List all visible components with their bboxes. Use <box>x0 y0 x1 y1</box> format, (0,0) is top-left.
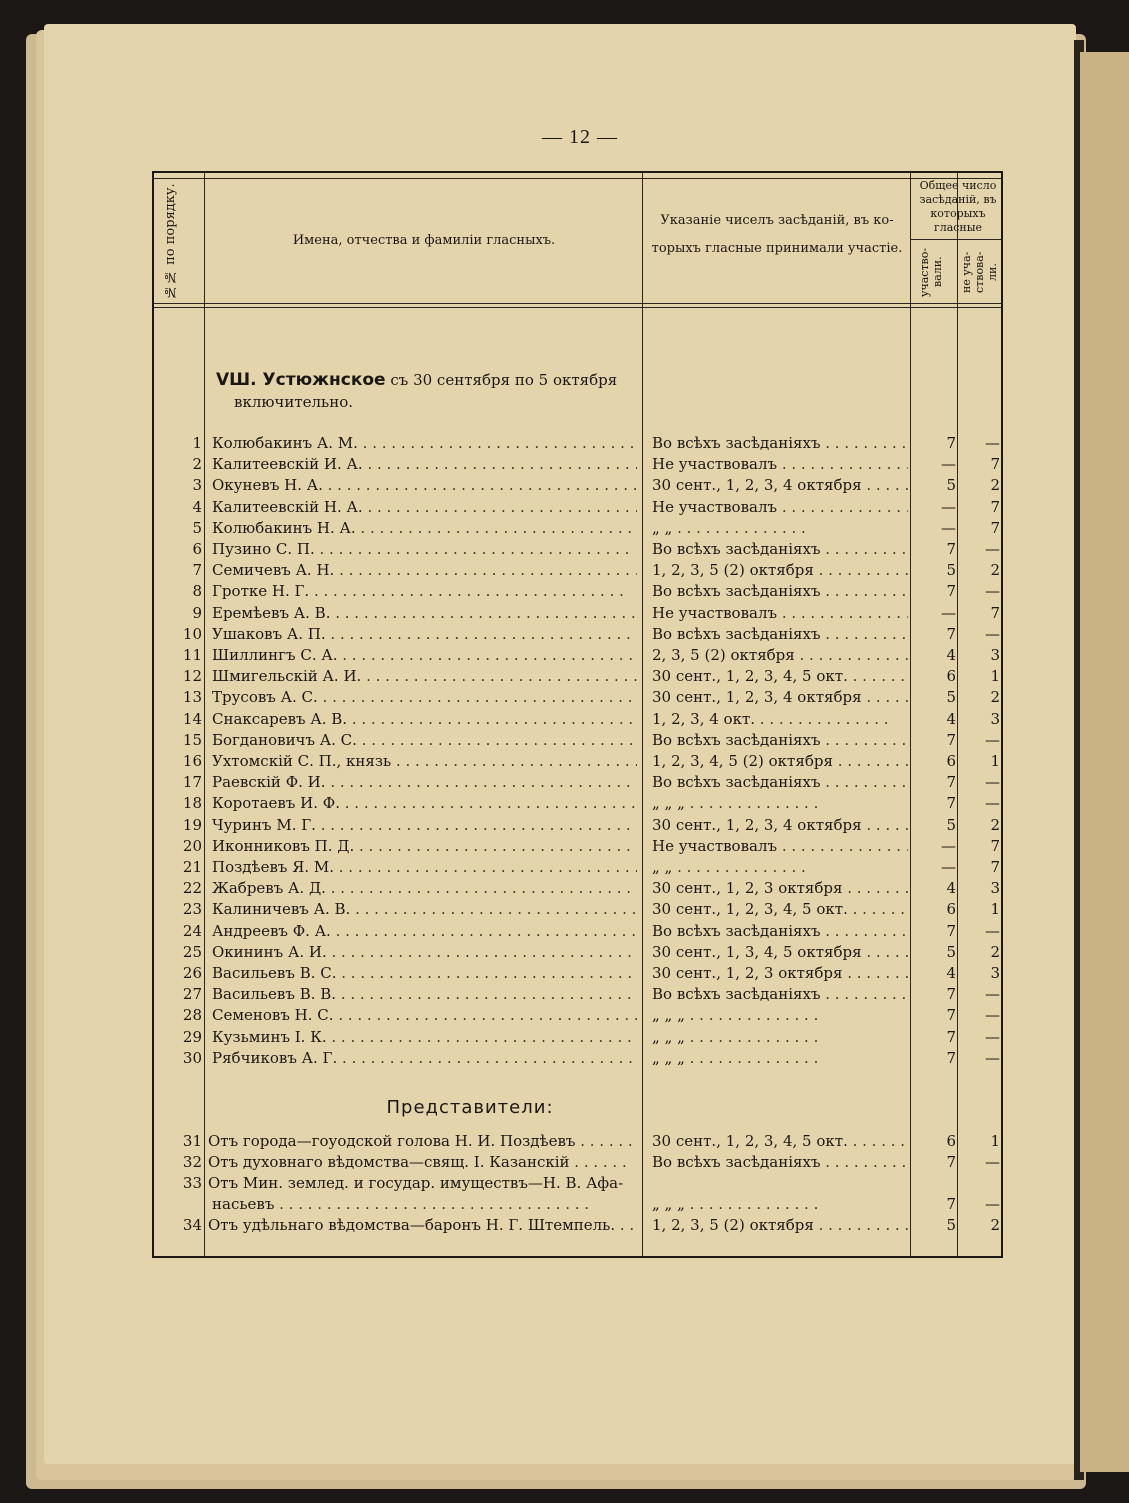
participated-count: — <box>941 518 956 537</box>
table-row <box>154 1005 1005 1026</box>
row-number: 31 <box>182 1132 202 1150</box>
attendance-dates: „ „ . . . <box>652 857 908 878</box>
row-number: 18 <box>182 794 202 813</box>
participated-count: 5 <box>946 942 956 961</box>
header-dates: Указаніе чиселъ засѣданій, въ ко- торыхъ гласные принимали участіе. <box>651 213 903 256</box>
table-row <box>154 1215 1005 1236</box>
member-name: Иконниковъ П. Д. . . . <box>212 836 637 857</box>
not-participated-count: — <box>985 1006 1000 1025</box>
attendance-dates: Во всѣхъ засѣданіяхъ . . . <box>652 539 908 560</box>
table-row <box>154 687 1005 708</box>
member-name: Андреевъ Ф. А. . . . <box>212 921 637 942</box>
participated-count: 5 <box>946 476 956 495</box>
not-participated-count: 1 <box>990 667 1000 686</box>
row-number: 22 <box>182 879 202 898</box>
attendance-dates: Во всѣхъ засѣданіяхъ . . . <box>652 1152 908 1173</box>
attendance-dates: 30 сент., 1, 2, 3 октября . . . <box>652 878 908 899</box>
attendance-dates: „ „ „ . . . <box>652 1005 908 1026</box>
participated-count: 5 <box>946 1216 956 1234</box>
member-name: Васильевъ В. С. . . . <box>212 963 637 984</box>
row-number: 11 <box>182 646 202 664</box>
not-participated-count: — <box>985 1027 1000 1046</box>
row-number: 12 <box>182 667 202 686</box>
member-name: Отъ города—гоуодской голова Н. И. Поздѣевъ . . . <box>208 1131 633 1152</box>
member-name: Отъ Мин. землед. и государ. имуществъ—Н. В. Афа- <box>208 1174 624 1192</box>
participated-count: 7 <box>946 794 956 813</box>
participated-count: 7 <box>946 1195 956 1213</box>
participated-count: 7 <box>946 624 956 643</box>
table-row <box>154 666 1005 687</box>
page-number: — 12 — <box>542 126 618 148</box>
not-participated-count: 7 <box>990 497 1000 516</box>
not-participated-count: 7 <box>990 858 1000 876</box>
member-name: Окининъ А. И. . . . <box>212 942 637 963</box>
table-row <box>154 518 1005 539</box>
member-name: Поздѣевъ Я. М. . . . <box>212 857 637 878</box>
participated-count: 5 <box>946 815 956 834</box>
not-participated-count: 2 <box>990 942 1000 961</box>
not-participated-count: 1 <box>990 1132 1000 1150</box>
row-number: 4 <box>192 497 202 516</box>
attendance-dates: „ „ „ . . . <box>652 1027 908 1048</box>
participated-count: 5 <box>946 688 956 707</box>
member-name: Пузино С. П. . . . <box>212 539 637 560</box>
table-row <box>154 709 1005 730</box>
member-name: Богдановичъ А. С. . . . <box>212 730 637 751</box>
not-participated-count: 3 <box>990 646 1000 664</box>
attendance-dates: „ „ „ . . . <box>652 1048 908 1069</box>
not-participated-count: — <box>985 540 1000 558</box>
member-name: Семеновъ Н. С. . . . <box>212 1005 637 1026</box>
not-participated-count: 2 <box>990 476 1000 495</box>
table-row <box>154 793 1005 814</box>
row-number: 8 <box>192 582 202 601</box>
row-number: 23 <box>182 900 202 919</box>
member-name: Калиничевъ А. В. . . . <box>212 899 637 920</box>
row-number: 17 <box>182 773 202 792</box>
table-row <box>154 539 1005 560</box>
row-number: 21 <box>182 858 202 876</box>
participated-count: 7 <box>946 985 956 1004</box>
attendance-dates: 1, 2, 3, 4, 5 (2) октября . . . <box>652 751 908 772</box>
row-number: 27 <box>182 985 202 1004</box>
not-participated-count: 1 <box>990 900 1000 919</box>
participated-count: 4 <box>946 709 956 728</box>
attendance-dates: 30 сент., 1, 2, 3, 4 октября . . . <box>652 475 908 496</box>
member-name: Гротке Н. Г. . . . <box>212 581 637 602</box>
member-name: Отъ удѣльнаго вѣдомства—баронъ Н. Г. Штемпель. . . . <box>208 1215 633 1236</box>
table-row <box>154 1048 1005 1069</box>
not-participated-count: — <box>985 794 1000 813</box>
participated-count: 7 <box>946 730 956 749</box>
table-row <box>154 942 1005 963</box>
row-number: 6 <box>192 540 202 558</box>
not-participated-count: — <box>985 985 1000 1004</box>
table-row <box>154 836 1005 857</box>
not-participated-count: 3 <box>990 879 1000 898</box>
not-participated-count: — <box>985 730 1000 749</box>
row-number: 3 <box>192 476 202 495</box>
participated-count: 7 <box>946 921 956 940</box>
participated-count: 7 <box>946 540 956 558</box>
table-row <box>154 772 1005 793</box>
table-row <box>154 815 1005 836</box>
table-row <box>154 963 1005 984</box>
attendance-dates: Не участвовалъ . . . <box>652 454 908 475</box>
member-name: Чуринъ М. Г. . . . <box>212 815 637 836</box>
row-number: 29 <box>182 1027 202 1046</box>
member-name: Рябчиковъ А. Г. . . . <box>212 1048 637 1069</box>
table-row <box>154 899 1005 920</box>
table-row <box>154 921 1005 942</box>
row-number: 15 <box>182 730 202 749</box>
not-participated-count: 7 <box>990 603 1000 622</box>
not-participated-count: — <box>985 624 1000 643</box>
header-not-participated: не уча-ствова-ли. <box>960 251 999 293</box>
participated-count: — <box>941 497 956 516</box>
table-row <box>154 1131 1005 1152</box>
row-number: 1 <box>192 434 202 452</box>
participated-count: 7 <box>946 434 956 452</box>
section-title: VШ. Устюжнское съ 30 сентября по 5 октября включительно. <box>216 370 618 411</box>
table-row <box>154 603 1005 624</box>
row-number: 28 <box>182 1006 202 1025</box>
row-number: 34 <box>182 1216 202 1234</box>
row-number: 26 <box>182 964 202 982</box>
attendance-dates: Во всѣхъ засѣданіяхъ . . . <box>652 730 908 751</box>
table-row <box>154 497 1005 518</box>
member-name: Кузьминъ І. К. . . . <box>212 1027 637 1048</box>
member-name: Жабревъ А. Д. . . . <box>212 878 637 899</box>
not-participated-count: 7 <box>990 836 1000 855</box>
header-names: Имена, отчества и фамиліи гласныхъ. <box>292 233 556 248</box>
participated-count: 4 <box>946 964 956 982</box>
attendance-dates: „ „ „ . . . <box>652 1194 908 1215</box>
row-number: 30 <box>182 1048 202 1067</box>
member-name: Снаксаревъ А. В. . . . <box>212 709 637 730</box>
attendance-dates: Во всѣхъ засѣданіяхъ . . . <box>652 921 908 942</box>
attendance-dates: 30 сент., 1, 2, 3, 4 октября . . . <box>652 815 908 836</box>
table-row <box>154 751 1005 772</box>
row-number: 24 <box>182 921 202 940</box>
attendance-dates: 2, 3, 5 (2) октября . . . <box>652 645 908 666</box>
member-name: Раевскій Ф. И. . . . <box>212 772 637 793</box>
participated-count: — <box>941 603 956 622</box>
member-name: Отъ духовнаго вѣдомства—свящ. І. Казанскій . . . <box>208 1152 633 1173</box>
not-participated-count: — <box>985 921 1000 940</box>
row-number: 9 <box>192 603 202 622</box>
table-row <box>154 1027 1005 1048</box>
not-participated-count: 1 <box>990 752 1000 770</box>
attendance-dates: 1, 2, 3, 5 (2) октября . . . <box>652 560 908 581</box>
not-participated-count: — <box>985 773 1000 792</box>
attendance-dates: 30 сент., 1, 2, 3 октября . . . <box>652 963 908 984</box>
table-row <box>154 984 1005 1005</box>
header-number: №№ по порядку. <box>163 183 178 299</box>
table-row <box>154 475 1005 496</box>
participated-count: 6 <box>946 900 956 919</box>
participated-count: 4 <box>946 646 956 664</box>
row-number: 33 <box>182 1174 202 1192</box>
table-row <box>154 730 1005 751</box>
participated-count: 7 <box>946 1006 956 1025</box>
row-number: 20 <box>182 836 202 855</box>
not-participated-count: 7 <box>990 455 1000 474</box>
attendance-dates: „ „ . . . <box>652 518 908 539</box>
not-participated-count: 2 <box>990 815 1000 834</box>
participated-count: 6 <box>946 752 956 770</box>
participated-count: — <box>941 836 956 855</box>
row-number: 14 <box>182 709 202 728</box>
attendance-dates: „ „ „ . . . <box>652 793 908 814</box>
row-number: 10 <box>182 624 202 643</box>
attendance-dates: Во всѣхъ засѣданіяхъ . . . <box>652 984 908 1005</box>
not-participated-count: — <box>985 434 1000 452</box>
participated-count: 5 <box>946 561 956 580</box>
table-row <box>154 581 1005 602</box>
row-number: 32 <box>182 1153 202 1171</box>
member-name: Семичевъ А. Н. . . . <box>212 560 637 581</box>
participated-count: 6 <box>946 1132 956 1150</box>
row-number: 2 <box>192 455 202 474</box>
member-name: Калитеевскій Н. А. . . . <box>212 497 637 518</box>
attendance-dates: 1, 2, 3, 5 (2) октября . . . <box>652 1215 908 1236</box>
representatives-title: Представители: <box>386 1097 554 1118</box>
attendance-dates: 1, 2, 3, 4 окт. . . . <box>652 709 908 730</box>
member-name: Колюбакинъ А. М. . . . <box>212 433 637 454</box>
member-name: Трусовъ А. С. . . . <box>212 687 637 708</box>
attendance-dates: 30 сент., 1, 3, 4, 5 октября . . . <box>652 942 908 963</box>
member-name: Калитеевскій И. А. . . . <box>212 454 637 475</box>
attendance-dates: 30 сент., 1, 2, 3, 4, 5 окт. . . . <box>652 899 908 920</box>
table-row <box>154 878 1005 899</box>
table-row <box>154 645 1005 666</box>
member-name: Ухтомскій С. П., князь . . . <box>212 751 637 772</box>
member-name: насьевъ . . . <box>212 1194 637 1215</box>
participated-count: — <box>941 455 956 474</box>
table-row <box>154 1194 1005 1215</box>
table-row <box>154 1152 1005 1173</box>
table-row <box>154 560 1005 581</box>
attendance-dates: Не участвовалъ . . . <box>652 603 908 624</box>
member-name: Шиллингъ С. А. . . . <box>212 645 637 666</box>
table-row <box>154 857 1005 878</box>
attendance-table <box>152 171 1003 1258</box>
not-participated-count: 2 <box>990 1216 1000 1234</box>
participated-count: 7 <box>946 582 956 601</box>
not-participated-count: — <box>985 1048 1000 1067</box>
attendance-dates: Не участвовалъ . . . <box>652 836 908 857</box>
row-number: 25 <box>182 942 202 961</box>
participated-count: 6 <box>946 667 956 686</box>
table-row <box>154 454 1005 475</box>
row-number: 7 <box>192 561 202 580</box>
not-participated-count: 7 <box>990 518 1000 537</box>
member-name: Ушаковъ А. П. . . . <box>212 624 637 645</box>
attendance-dates: Во всѣхъ засѣданіяхъ . . . <box>652 624 908 645</box>
not-participated-count: — <box>985 1195 1000 1213</box>
not-participated-count: — <box>985 1153 1000 1171</box>
header-participated: участво-вали. <box>918 247 944 297</box>
attendance-dates: Во всѣхъ засѣданіяхъ . . . <box>652 433 908 454</box>
not-participated-count: 2 <box>990 688 1000 707</box>
not-participated-count: — <box>985 582 1000 601</box>
attendance-dates: Не участвовалъ . . . <box>652 497 908 518</box>
attendance-dates: 30 сент., 1, 2, 3, 4, 5 окт. . . . <box>652 666 908 687</box>
participated-count: — <box>941 858 956 876</box>
not-participated-count: 3 <box>990 964 1000 982</box>
table-row <box>154 433 1005 454</box>
member-name: Окуневъ Н. А. . . . <box>212 475 637 496</box>
member-name: Еремѣевъ А. В. . . . <box>212 603 637 624</box>
not-participated-count: 3 <box>990 709 1000 728</box>
member-name: Васильевъ В. В. . . . <box>212 984 637 1005</box>
row-number: 13 <box>182 688 202 707</box>
row-number: 5 <box>192 518 202 537</box>
participated-count: 7 <box>946 1153 956 1171</box>
attendance-dates: Во всѣхъ засѣданіяхъ . . . <box>652 581 908 602</box>
attendance-dates: 30 сент., 1, 2, 3, 4 октября . . . <box>652 687 908 708</box>
participated-count: 4 <box>946 879 956 898</box>
table-row <box>154 624 1005 645</box>
member-name: Шмигельскій А. И. . . . <box>212 666 637 687</box>
attendance-dates: 30 сент., 1, 2, 3, 4, 5 окт. . . . <box>652 1131 908 1152</box>
table-row <box>154 1173 1005 1194</box>
participated-count: 7 <box>946 1027 956 1046</box>
attendance-dates: Во всѣхъ засѣданіяхъ . . . <box>652 772 908 793</box>
row-number: 19 <box>182 815 202 834</box>
member-name: Колюбакинъ Н. А. . . . <box>212 518 637 539</box>
not-participated-count: 2 <box>990 561 1000 580</box>
participated-count: 7 <box>946 773 956 792</box>
participated-count: 7 <box>946 1048 956 1067</box>
row-number: 16 <box>182 752 202 770</box>
header-total: Общее число засѣданій, въ которыхъ гласные <box>919 179 997 234</box>
facing-page-edge <box>1080 52 1129 1472</box>
member-name: Коротаевъ И. Ф. . . . <box>212 793 637 814</box>
